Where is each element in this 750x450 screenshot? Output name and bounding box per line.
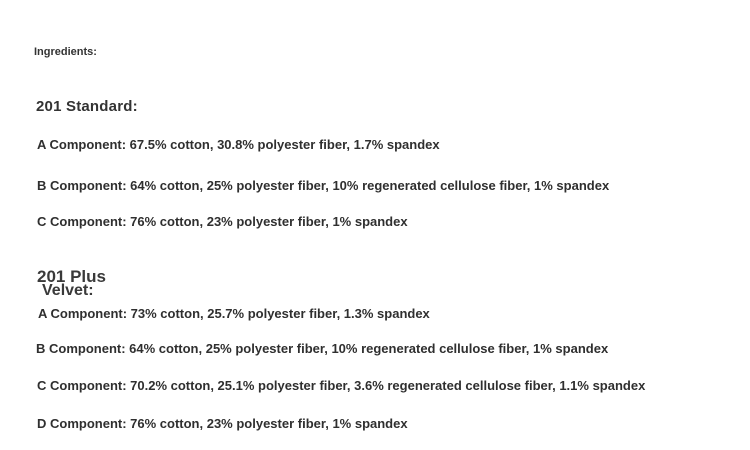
plus-velvet-title-line1: 201 Plus bbox=[37, 267, 106, 286]
standard-section-title: 201 Standard: bbox=[36, 98, 138, 115]
plus-velvet-title-line2: Velvet: bbox=[42, 282, 94, 299]
standard-component-b: B Component: 64% cotton, 25% polyester fiber, 10% regenerated cellulose fiber, 1% spandex bbox=[37, 178, 610, 193]
plus-velvet-component-a: A Component: 73% cotton, 25.7% polyester fiber, 1.3% spandex bbox=[38, 306, 430, 321]
standard-component-a: A Component: 67.5% cotton, 30.8% polyester fiber, 1.7% spandex bbox=[37, 137, 440, 152]
plus-velvet-component-d: D Component: 76% cotton, 23% polyester fiber, 1% spandex bbox=[37, 416, 408, 431]
standard-component-c: C Component: 76% cotton, 23% polyester fiber, 1% spandex bbox=[37, 214, 408, 229]
plus-velvet-component-b: B Component: 64% cotton, 25% polyester fiber, 10% regenerated cellulose fiber, 1% spandex bbox=[36, 341, 609, 356]
ingredients-label: Ingredients: bbox=[34, 46, 97, 58]
plus-velvet-component-c: C Component: 70.2% cotton, 25.1% polyester fiber, 3.6% regenerated cellulose fiber, 1.1% spandex bbox=[37, 378, 646, 393]
plus-velvet-section-title bbox=[37, 267, 106, 299]
